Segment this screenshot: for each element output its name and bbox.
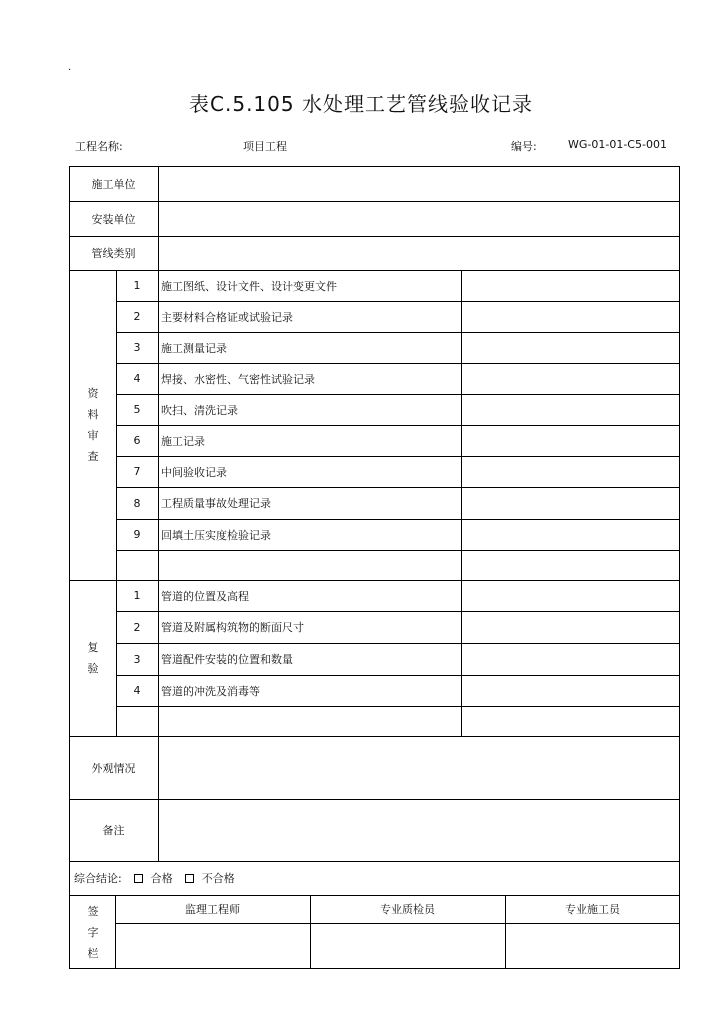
review-item-no: 4: [133, 372, 141, 385]
review-item-text: 工程质量事故处理记录: [161, 497, 271, 510]
review-item-text: 主要材料合格证或试验记录: [161, 310, 293, 324]
grid-line: [116, 550, 680, 551]
grid-line: [69, 736, 680, 737]
review-item-no: 1: [133, 279, 141, 292]
grid-line: [115, 923, 680, 924]
review-item-no: 2: [133, 310, 141, 323]
review-item-no: 6: [133, 434, 141, 447]
installation-unit-label: 安装单位: [91, 212, 136, 226]
review-item-no: 7: [133, 465, 141, 478]
recheck-item-text: 管道的冲洗及消毒等: [161, 684, 260, 698]
review-item-no: 9: [133, 528, 141, 541]
form-code-value: WG-01-01-C5-001: [568, 138, 667, 151]
review-section-label: 资 料 审 查: [87, 387, 99, 463]
construction-worker-label: 专业施工员: [565, 903, 620, 916]
form-code-label: 编号:: [511, 140, 537, 153]
review-item-text: 中间验收记录: [161, 465, 227, 479]
grid-line: [158, 736, 159, 861]
corner-dot: .: [68, 62, 72, 73]
grid-line: [461, 270, 462, 736]
review-item-text: 回填土压实度检验记录: [161, 528, 271, 542]
pass-checkbox[interactable]: [134, 874, 143, 883]
grid-line: [158, 166, 159, 270]
review-item-text: 施工记录: [161, 434, 205, 448]
grid-line: [116, 706, 680, 707]
construction-unit-label: 施工单位: [91, 177, 136, 191]
recheck-section-label: 复 验: [87, 641, 99, 675]
project-name-value: 项目工程: [243, 140, 287, 153]
remarks-label: 备注: [102, 824, 125, 837]
review-item-text: 焊接、水密性、气密性试验记录: [161, 372, 315, 386]
recheck-item-text: 管道及附属构筑物的断面尺寸: [161, 621, 304, 634]
signature-section-label: 签 字 栏: [87, 904, 99, 960]
grid-line: [69, 201, 680, 202]
recheck-item-no: 1: [133, 589, 141, 602]
review-item-no: 3: [133, 341, 141, 354]
recheck-item-no: 3: [133, 652, 141, 666]
recheck-item-text: 管道的位置及高程: [161, 589, 249, 603]
page-title: 表C.5.105 水处理工艺管线验收记录: [189, 92, 533, 116]
supervision-engineer-label: 监理工程师: [185, 903, 240, 916]
appearance-label: 外观情况: [91, 761, 136, 775]
project-name-label: 工程名称:: [75, 140, 123, 153]
review-item-text: 施工测量记录: [161, 341, 227, 355]
quality-inspector-label: 专业质检员: [380, 903, 435, 916]
recheck-item-text: 管道配件安装的位置和数量: [161, 653, 293, 666]
pipeline-type-label: 管线类别: [91, 247, 136, 260]
recheck-item-no: 4: [133, 684, 141, 697]
fail-option-label: 不合格: [201, 872, 235, 885]
conclusion-row: [71, 861, 471, 895]
grid-line: [69, 799, 680, 800]
pass-option-label: 合格: [150, 872, 173, 885]
recheck-item-no: 2: [133, 620, 141, 634]
review-item-no: 5: [133, 403, 141, 416]
grid-line: [69, 236, 680, 237]
review-item-text: 吹扫、清洗记录: [161, 403, 238, 417]
fail-checkbox[interactable]: [185, 874, 194, 883]
review-item-no: 8: [133, 496, 141, 510]
review-item-text: 施工图纸、设计文件、设计变更文件: [161, 279, 337, 293]
conclusion-label: 综合结论:: [74, 872, 122, 885]
